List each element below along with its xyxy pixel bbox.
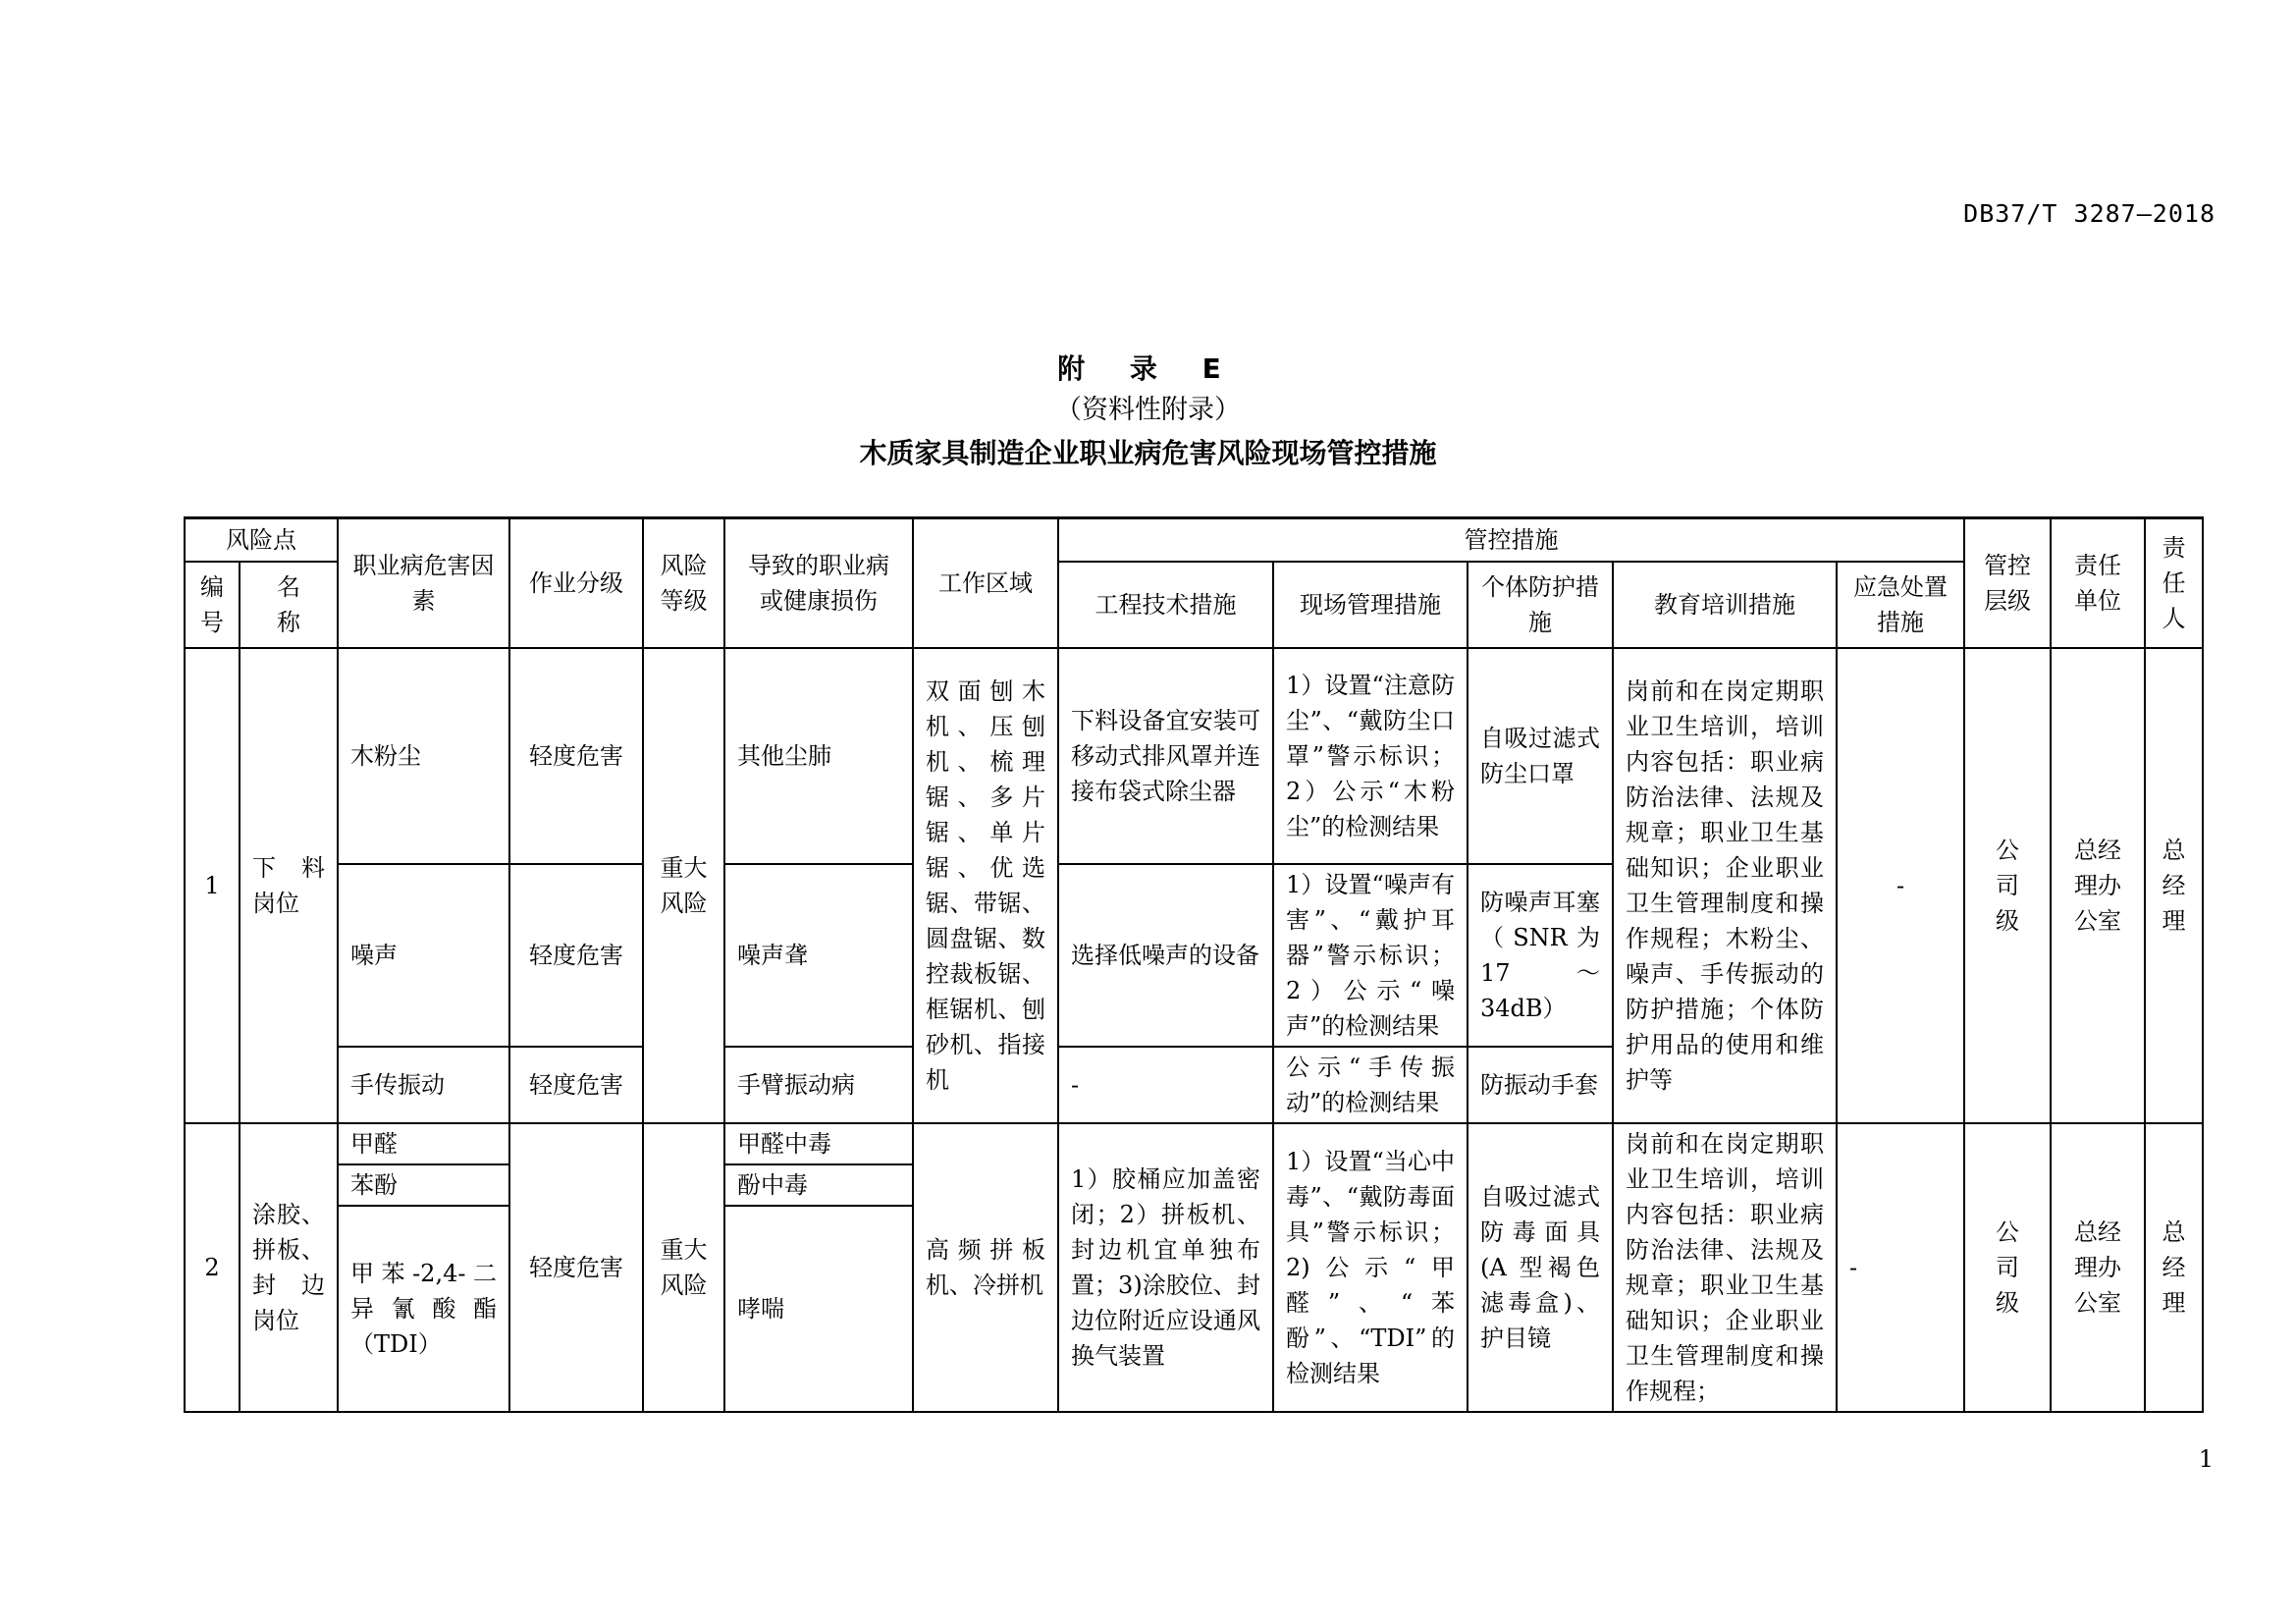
row1c-work-class: 轻度危害 bbox=[509, 1047, 643, 1123]
header-disease: 导致的职业病或健康损伤 bbox=[724, 518, 913, 648]
row2-name: 涂胶、拼板、封 边岗位 bbox=[240, 1123, 338, 1412]
row1c-personal: 防振动手套 bbox=[1468, 1047, 1613, 1123]
row2-emergency: - bbox=[1837, 1123, 1964, 1412]
row2-work-class: 轻度危害 bbox=[509, 1123, 643, 1412]
header-control-level: 管控层级 bbox=[1964, 518, 2051, 648]
row1b-disease: 噪声聋 bbox=[724, 864, 913, 1047]
header-emergency: 应急处置措施 bbox=[1837, 562, 1964, 648]
row2-personal: 自吸过滤式防毒面具(A 型褐色滤毒盒)、护目镜 bbox=[1468, 1123, 1613, 1412]
header-hazard-factor: 职业病危害因素 bbox=[338, 518, 509, 648]
row1b-engineering: 选择低噪声的设备 bbox=[1058, 864, 1273, 1047]
header-work-class: 作业分级 bbox=[509, 518, 643, 648]
control-measures-table bbox=[184, 516, 2204, 1413]
row1-emergency: - bbox=[1837, 648, 1964, 1123]
row2-work-area: 高频拼板机、冷拼机 bbox=[913, 1123, 1058, 1412]
row1b-hazard-factor: 噪声 bbox=[338, 864, 509, 1047]
row1c-site-mgmt: 公示“手传振动”的检测结果 bbox=[1273, 1047, 1468, 1123]
row1b-work-class: 轻度危害 bbox=[509, 864, 643, 1047]
row2-engineering: 1）胶桶应加盖密闭；2）拼板机、封边机宜单独布置；3)涂胶位、封边位附近应设通风换气装置 bbox=[1058, 1123, 1273, 1412]
appendix-title: 附 录 E bbox=[1057, 352, 1239, 385]
row1b-personal: 防噪声耳塞（SNR为 17～34dB） bbox=[1468, 864, 1613, 1047]
header-risk-level: 风险等级 bbox=[643, 518, 724, 648]
document-id: DB37/T 3287—2018 bbox=[1963, 199, 2216, 228]
row2-disease-3: 哮喘 bbox=[724, 1206, 913, 1412]
row2-risk-level: 重大风险 bbox=[643, 1123, 724, 1412]
header-training: 教育培训措施 bbox=[1613, 562, 1837, 648]
header-resp-unit: 责任单位 bbox=[2051, 518, 2145, 648]
row1-disease: 其他尘肺 bbox=[724, 648, 913, 864]
page-number: 1 bbox=[2198, 1445, 2214, 1473]
row2-factor-1: 甲醛 bbox=[338, 1123, 509, 1164]
row1-control-level: 公司级 bbox=[1964, 648, 2051, 1123]
row1-resp-unit: 总经理办公室 bbox=[2051, 648, 2145, 1123]
appendix-subject: 木质家具制造企业职业病危害风险现场管控措施 bbox=[859, 437, 1437, 469]
row2-number: 2 bbox=[185, 1123, 240, 1412]
row1-work-class: 轻度危害 bbox=[509, 648, 643, 864]
row1-risk-level: 重大风险 bbox=[643, 648, 724, 1123]
row1-number: 1 bbox=[185, 648, 240, 1123]
row1c-hazard-factor: 手传振动 bbox=[338, 1047, 509, 1123]
header-engineering: 工程技术措施 bbox=[1058, 562, 1273, 648]
row2-site-mgmt: 1）设置“当心中毒”、“戴防毒面具”警示标识；2)公示“甲醛”、“苯酚”、“TDI”的检测结果 bbox=[1273, 1123, 1468, 1412]
row1-site-mgmt: 1）设置“注意防尘”、“戴防尘口罩”警示标识；2）公示“木粉尘”的检测结果 bbox=[1273, 648, 1468, 864]
header-work-area: 工作区域 bbox=[913, 518, 1058, 648]
row1b-site-mgmt: 1）设置“噪声有害”、“戴护耳器”警示标识；2）公示“噪声”的检测结果 bbox=[1273, 864, 1468, 1047]
header-number: 编号 bbox=[185, 562, 240, 648]
header-site-mgmt: 现场管理措施 bbox=[1273, 562, 1468, 648]
row2-disease-1: 甲醛中毒 bbox=[724, 1123, 913, 1164]
row2-factor-3: 甲苯-2,4-二异氰酸酯（TDI） bbox=[338, 1206, 509, 1412]
header-control-measures: 管控措施 bbox=[1058, 518, 1964, 562]
row1-work-area: 双面刨木机、压刨机、梳理锯、多片锯、单片锯、优选锯、带锯、圆盘锯、数控裁板锯、框锯机、刨砂机、指接机 bbox=[913, 648, 1058, 1123]
row1-training: 岗前和在岗定期职业卫生培训，培训内容包括：职业病防治法律、法规及规章；职业卫生基础知识；企业职业卫生管理制度和操作规程；木粉尘、噪声、手传振动的防护措施；个体防护用品的使用和维护等 bbox=[1613, 648, 1837, 1123]
row2-resp-unit: 总经理办公室 bbox=[2051, 1123, 2145, 1412]
table-row bbox=[185, 1123, 2203, 1164]
appendix-type: （资料性附录） bbox=[1055, 395, 1241, 425]
header-personal: 个体防护措施 bbox=[1468, 562, 1613, 648]
header-row-1 bbox=[185, 518, 2203, 562]
header-resp-person: 责任人 bbox=[2145, 518, 2203, 648]
row2-control-level: 公司级 bbox=[1964, 1123, 2051, 1412]
row1c-engineering: - bbox=[1058, 1047, 1273, 1123]
row2-disease-2: 酚中毒 bbox=[724, 1164, 913, 1206]
row1-resp-person: 总经理 bbox=[2145, 648, 2203, 1123]
row2-resp-person: 总经理 bbox=[2145, 1123, 2203, 1412]
title-block bbox=[0, 349, 2296, 476]
row1c-disease: 手臂振动病 bbox=[724, 1047, 913, 1123]
row1-name: 下 料 岗位 bbox=[240, 648, 338, 1123]
row2-training: 岗前和在岗定期职业卫生培训，培训内容包括：职业病防治法律、法规及规章；职业卫生基础知识；企业职业卫生管理制度和操作规程； bbox=[1613, 1123, 1837, 1412]
row1-engineering: 下料设备宜安装可移动式排风罩并连接布袋式除尘器 bbox=[1058, 648, 1273, 864]
row1-hazard-factor: 木粉尘 bbox=[338, 648, 509, 864]
header-name: 名称 bbox=[240, 562, 338, 648]
row2-factor-2: 苯酚 bbox=[338, 1164, 509, 1206]
header-risk-point: 风险点 bbox=[185, 518, 338, 562]
table-row bbox=[185, 648, 2203, 864]
row1-personal: 自吸过滤式防尘口罩 bbox=[1468, 648, 1613, 864]
